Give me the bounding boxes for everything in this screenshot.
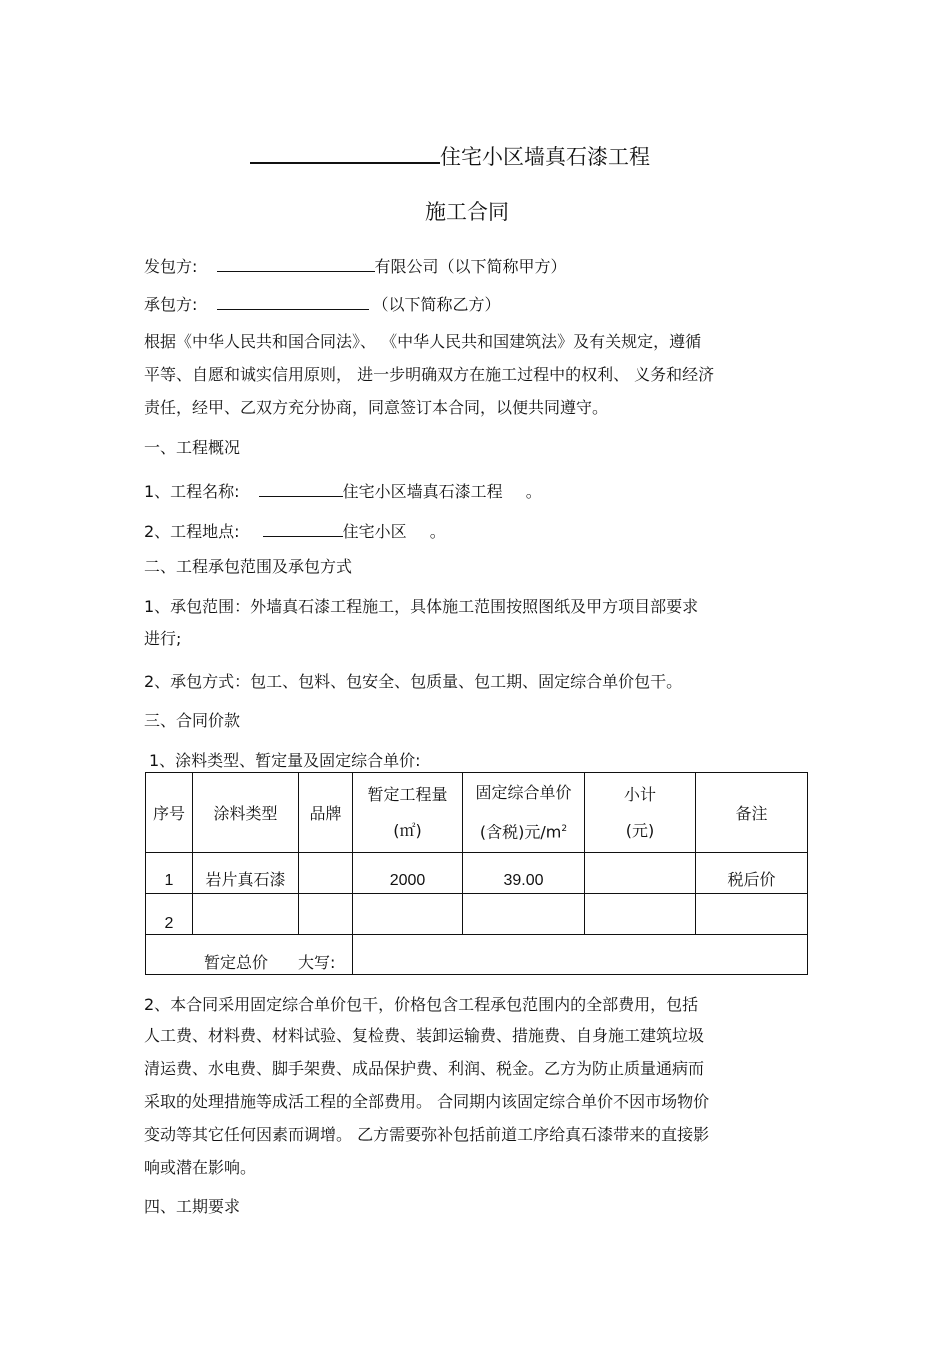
header-no: 序号 bbox=[146, 773, 193, 853]
table-row bbox=[146, 894, 808, 935]
table-header-row bbox=[146, 773, 808, 853]
project-location-prefix-blank[interactable] bbox=[263, 518, 343, 537]
intro-line-2: 平等、自愿和诚实信用原则， 进一步明确双方在施工过程中的权利、 义务和经济 bbox=[144, 365, 715, 384]
total-words-cell[interactable] bbox=[298, 935, 808, 975]
total-label-text: 暂定总价 bbox=[203, 953, 268, 972]
section-3-heading: 三、合同价款 bbox=[144, 711, 241, 730]
row-1-type: 岩片真石漆 bbox=[193, 853, 299, 894]
row-1-price: 39.00 bbox=[463, 853, 585, 894]
table-row bbox=[146, 853, 808, 894]
header-qty-line1: 暂定工程量 bbox=[367, 784, 448, 804]
price-clause-line-3: 清运费、水电费、脚手架费、成品保护费、利润、税金。乙方为防止质量通病而 bbox=[144, 1059, 705, 1078]
party-a-suffix: 有限公司（以下简称甲方） bbox=[374, 257, 567, 276]
price-table-caption: 1、涂料类型、暂定量及固定综合单价: bbox=[149, 751, 421, 770]
row-2-type[interactable] bbox=[193, 894, 299, 935]
row-2-no: 2 bbox=[146, 894, 193, 935]
header-price-line1: 固定综合单价 bbox=[475, 782, 572, 802]
contract-title bbox=[250, 140, 650, 171]
price-clause-line-4: 采取的处理措施等成活工程的全部费用。 合同期内该固定综合单价不因市场物价 bbox=[144, 1092, 710, 1111]
scope-line-1: 1、承包范围：外墙真石漆工程施工，具体施工范围按照图纸及甲方项目部要求 bbox=[144, 597, 699, 616]
row-2-remark[interactable] bbox=[696, 894, 808, 935]
price-clause-line-5: 变动等其它任何因素而调增。 乙方需要弥补包括前道工序给真石漆带来的直接影 bbox=[144, 1125, 710, 1144]
row-2-subtotal[interactable] bbox=[585, 894, 696, 935]
party-a-label: 发包方: bbox=[144, 257, 198, 276]
intro-line-1: 根据《中华人民共和国合同法》、 《中华人民共和国建筑法》及有关规定，遵循 bbox=[144, 332, 702, 351]
row-1-subtotal[interactable] bbox=[585, 853, 696, 894]
party-b-row bbox=[144, 291, 501, 316]
project-location-period: 。 bbox=[429, 522, 446, 541]
project-location-value: 住宅小区 bbox=[342, 522, 407, 541]
party-b-suffix: （以下简称乙方） bbox=[372, 295, 501, 314]
contract-method: 2、承包方式：包工、包料、包安全、包质量、包工期、固定综合单价包干。 bbox=[144, 672, 683, 691]
row-2-brand[interactable] bbox=[299, 894, 353, 935]
project-name-label: 1、工程名称: bbox=[144, 482, 240, 501]
price-clause-line-1: 2、本合同采用固定综合单价包干，价格包含工程承包范围内的全部费用，包括 bbox=[144, 995, 699, 1014]
row-1-brand[interactable] bbox=[299, 853, 353, 894]
project-location-label: 2、工程地点: bbox=[144, 522, 240, 541]
section-1-heading: 一、工程概况 bbox=[144, 438, 241, 457]
header-price-line2 bbox=[463, 811, 584, 850]
contract-subtitle: 施工合同 bbox=[425, 200, 509, 224]
party-a-row bbox=[144, 253, 567, 278]
price-table bbox=[145, 772, 808, 975]
contract-title-text: 住宅小区墙真石漆工程 bbox=[440, 145, 650, 169]
row-1-remark: 税后价 bbox=[696, 853, 808, 894]
header-qty-unit: (㎡) bbox=[393, 820, 422, 840]
header-price bbox=[463, 773, 585, 853]
header-subtotal-line2: (元) bbox=[625, 820, 655, 840]
section-2-heading: 二、工程承包范围及承包方式 bbox=[144, 557, 353, 576]
party-b-blank[interactable] bbox=[217, 291, 369, 310]
header-remark: 备注 bbox=[696, 773, 808, 853]
header-price-unit: (含税)元/m bbox=[479, 822, 562, 842]
row-1-qty: 2000 bbox=[353, 853, 463, 894]
project-name-prefix-blank[interactable] bbox=[259, 478, 343, 497]
header-type: 涂料类型 bbox=[193, 773, 299, 853]
header-subtotal bbox=[585, 773, 696, 853]
price-clause-line-6: 响或潜在影响。 bbox=[144, 1158, 257, 1177]
intro-line-3: 责任，经甲、乙双方充分协商，同意签订本合同，以便共同遵守。 bbox=[144, 398, 609, 417]
party-a-blank[interactable] bbox=[217, 253, 375, 272]
header-price-sup: 2 bbox=[561, 823, 568, 834]
project-name-blank[interactable] bbox=[250, 140, 440, 164]
header-subtotal-line1: 小计 bbox=[623, 784, 656, 804]
table-total-row bbox=[146, 935, 808, 975]
party-b-label: 承包方: bbox=[144, 295, 198, 314]
total-words-label: 大写: bbox=[298, 953, 336, 972]
scope-line-2: 进行; bbox=[144, 629, 182, 648]
project-location-row bbox=[144, 518, 446, 543]
section-4-heading: 四、工期要求 bbox=[144, 1197, 241, 1216]
header-brand: 品牌 bbox=[299, 773, 353, 853]
row-1-no: 1 bbox=[146, 853, 193, 894]
row-2-price[interactable] bbox=[463, 894, 585, 935]
project-name-row bbox=[144, 478, 542, 503]
price-clause-line-2: 人工费、材料费、材料试验、复检费、装卸运输费、措施费、自身施工建筑垃圾 bbox=[144, 1026, 705, 1045]
project-name-value: 住宅小区墙真石漆工程 bbox=[342, 482, 503, 501]
row-2-qty[interactable] bbox=[353, 894, 463, 935]
project-name-period: 。 bbox=[525, 482, 542, 501]
header-qty bbox=[353, 773, 463, 853]
